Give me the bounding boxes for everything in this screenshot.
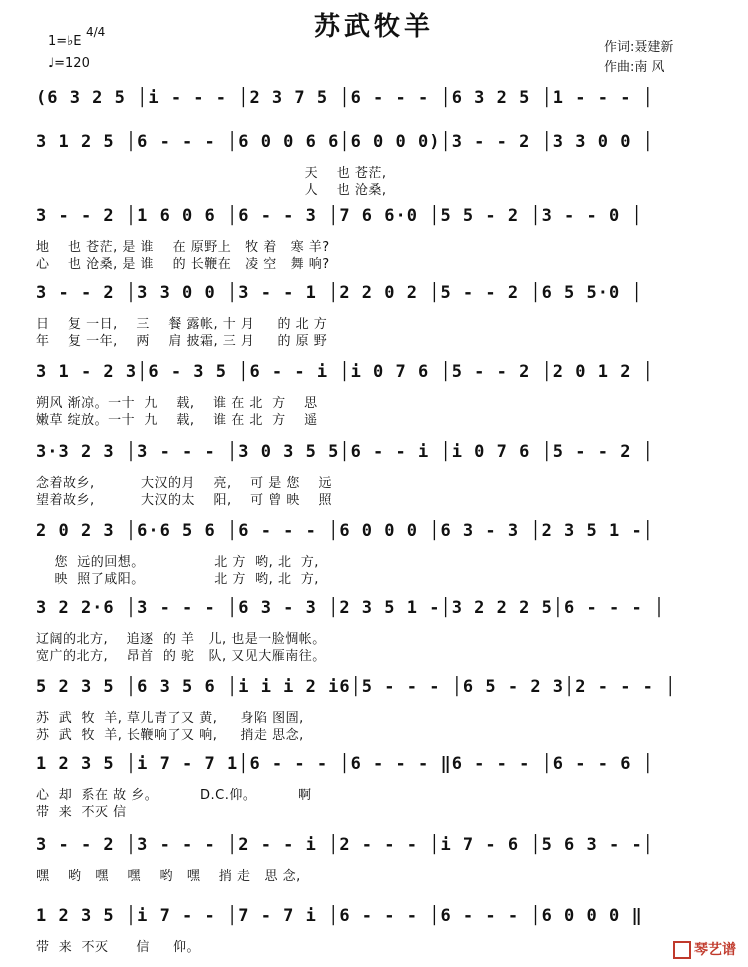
lyric-line: 心 也 沧桑, 是 谁 的 长鞭在 凌 空 舞 响? [36, 257, 330, 272]
lyric-line: 地 也 苍茫, 是 谁 在 原野上 牧 着 寒 羊? [36, 240, 330, 255]
lyric-line: 人 也 沧桑, [36, 183, 387, 198]
lyricist-credit: 作词:聂建新 [604, 40, 674, 55]
lyric-line: 天 也 苍茫, [36, 166, 387, 181]
lyric-line: 映 照了咸阳。 北 方 哟, 北 方, [36, 572, 319, 587]
score-row [36, 521, 708, 587]
notation-line: 3·3 2 3 │3 - - - │3 0 3 5 5│6 - - i │i 0 7 6 │5 - - 2 │ [36, 442, 654, 462]
notation-line: 3 1 - 2 3│6 - 3 5 │6 - - i │i 0 7 6 │5 - - 2 │2 0 1 2 │ [36, 362, 654, 382]
score-row [36, 442, 708, 508]
score-row [36, 598, 708, 664]
notation-line: 5 2 3 5 │6 3 5 6 │i i i 2 i6│5 - - - │6 5 - 2 3│2 - - - │ [36, 677, 677, 697]
notation-line: (6 3 2 5 │i - - - │2 3 7 5 │6 - - - │6 3 2 5 │1 - - - │ [36, 88, 654, 108]
score-row [36, 754, 708, 820]
score-row [36, 283, 708, 349]
lyric-line: 嫩草 绽放。一十 九 载, 谁 在 北 方 遥 [36, 413, 318, 428]
score-row [36, 835, 708, 884]
lyric-line: 带 来 不灭 信 [36, 805, 127, 820]
notation-line: 1 2 3 5 │i 7 - 7 1│6 - - - │6 - - - ‖6 - - - │6 - - 6 │ [36, 754, 654, 774]
lyric-line: 您 远的回想。 北 方 哟, 北 方, [36, 555, 319, 570]
score-row [36, 206, 708, 272]
lyric-line: 嘿 哟 嘿 嘿 哟 嘿 捎 走 思 念, [36, 869, 301, 884]
lyric-line: 宽广的北方, 昂首 的 驼 队, 又见大雁南往。 [36, 649, 326, 664]
notation-line: 1 2 3 5 │i 7 - - │7 - 7 i │6 - - - │6 - - - │6 0 0 0 ‖ [36, 906, 643, 926]
notation-line: 3 1 2 5 │6 - - - │6 0 0 6 6│6 0 0 0)│3 - - 2 │3 3 0 0 │ [36, 132, 654, 152]
lyric-line: 念着故乡, 大汉的月 亮, 可 是 您 远 [36, 476, 332, 491]
time-signature: 4/4 [86, 25, 106, 39]
notation-line: 2 0 2 3 │6·6 5 6 │6 - - - │6 0 0 0 │6 3 - 3 │2 3 5 1 -│ [36, 521, 654, 541]
score-row [36, 677, 708, 743]
composer-credit: 作曲:南 风 [604, 60, 665, 75]
lyric-line: 年 复 一年, 两 肩 披霜, 三 月 的 原 野 [36, 334, 328, 349]
lyric-line: 辽阔的北方, 追逐 的 羊 儿, 也是一脸惆帐。 [36, 632, 326, 647]
notation-line: 3 2 2·6 │3 - - - │6 3 - 3 │2 3 5 1 -│3 2 2 2 5│6 - - - │ [36, 598, 666, 618]
lyric-line: 心 却 系在 故 乡。 D.C.仰。 啊 [36, 788, 312, 803]
song-title: 苏武牧羊 [313, 12, 434, 42]
lyric-line: 苏 武 牧 羊, 草儿青了又 黄, 身陷 图圄, [36, 711, 304, 726]
brand-name: 琴艺谱 [694, 942, 736, 958]
site-logo [673, 939, 736, 959]
tempo-marking: ♩=120 [48, 56, 90, 71]
notation-line: 3 - - 2 │1 6 0 6 │6 - - 3 │7 6 6·0 │5 5 - 2 │3 - - 0 │ [36, 206, 643, 226]
score-row [36, 906, 708, 955]
score-row [36, 88, 708, 126]
key-signature: 1=♭E [48, 34, 82, 49]
score-row [36, 362, 708, 428]
lyric-line: 日 复 一日, 三 餐 露帐, 十 月 的 北 方 [36, 317, 328, 332]
lyric-line: 望着故乡, 大汉的太 阳, 可 曾 映 照 [36, 493, 332, 508]
lyric-line: 带 来 不灭 信 仰。 [36, 940, 200, 955]
lyric-line: 朔风 渐凉。一十 九 载, 谁 在 北 方 思 [36, 396, 318, 411]
score-row [36, 132, 708, 198]
logo-icon [673, 941, 691, 959]
notation-line: 3 - - 2 │3 3 0 0 │3 - - 1 │2 2 0 2 │5 - - 2 │6 5 5·0 │ [36, 283, 643, 303]
notation-line: 3 - - 2 │3 - - - │2 - - i │2 - - - │i 7 - 6 │5 6 3 - -│ [36, 835, 654, 855]
lyric-line: 苏 武 牧 羊, 长鞭响了又 响, 捎走 思念, [36, 728, 304, 743]
